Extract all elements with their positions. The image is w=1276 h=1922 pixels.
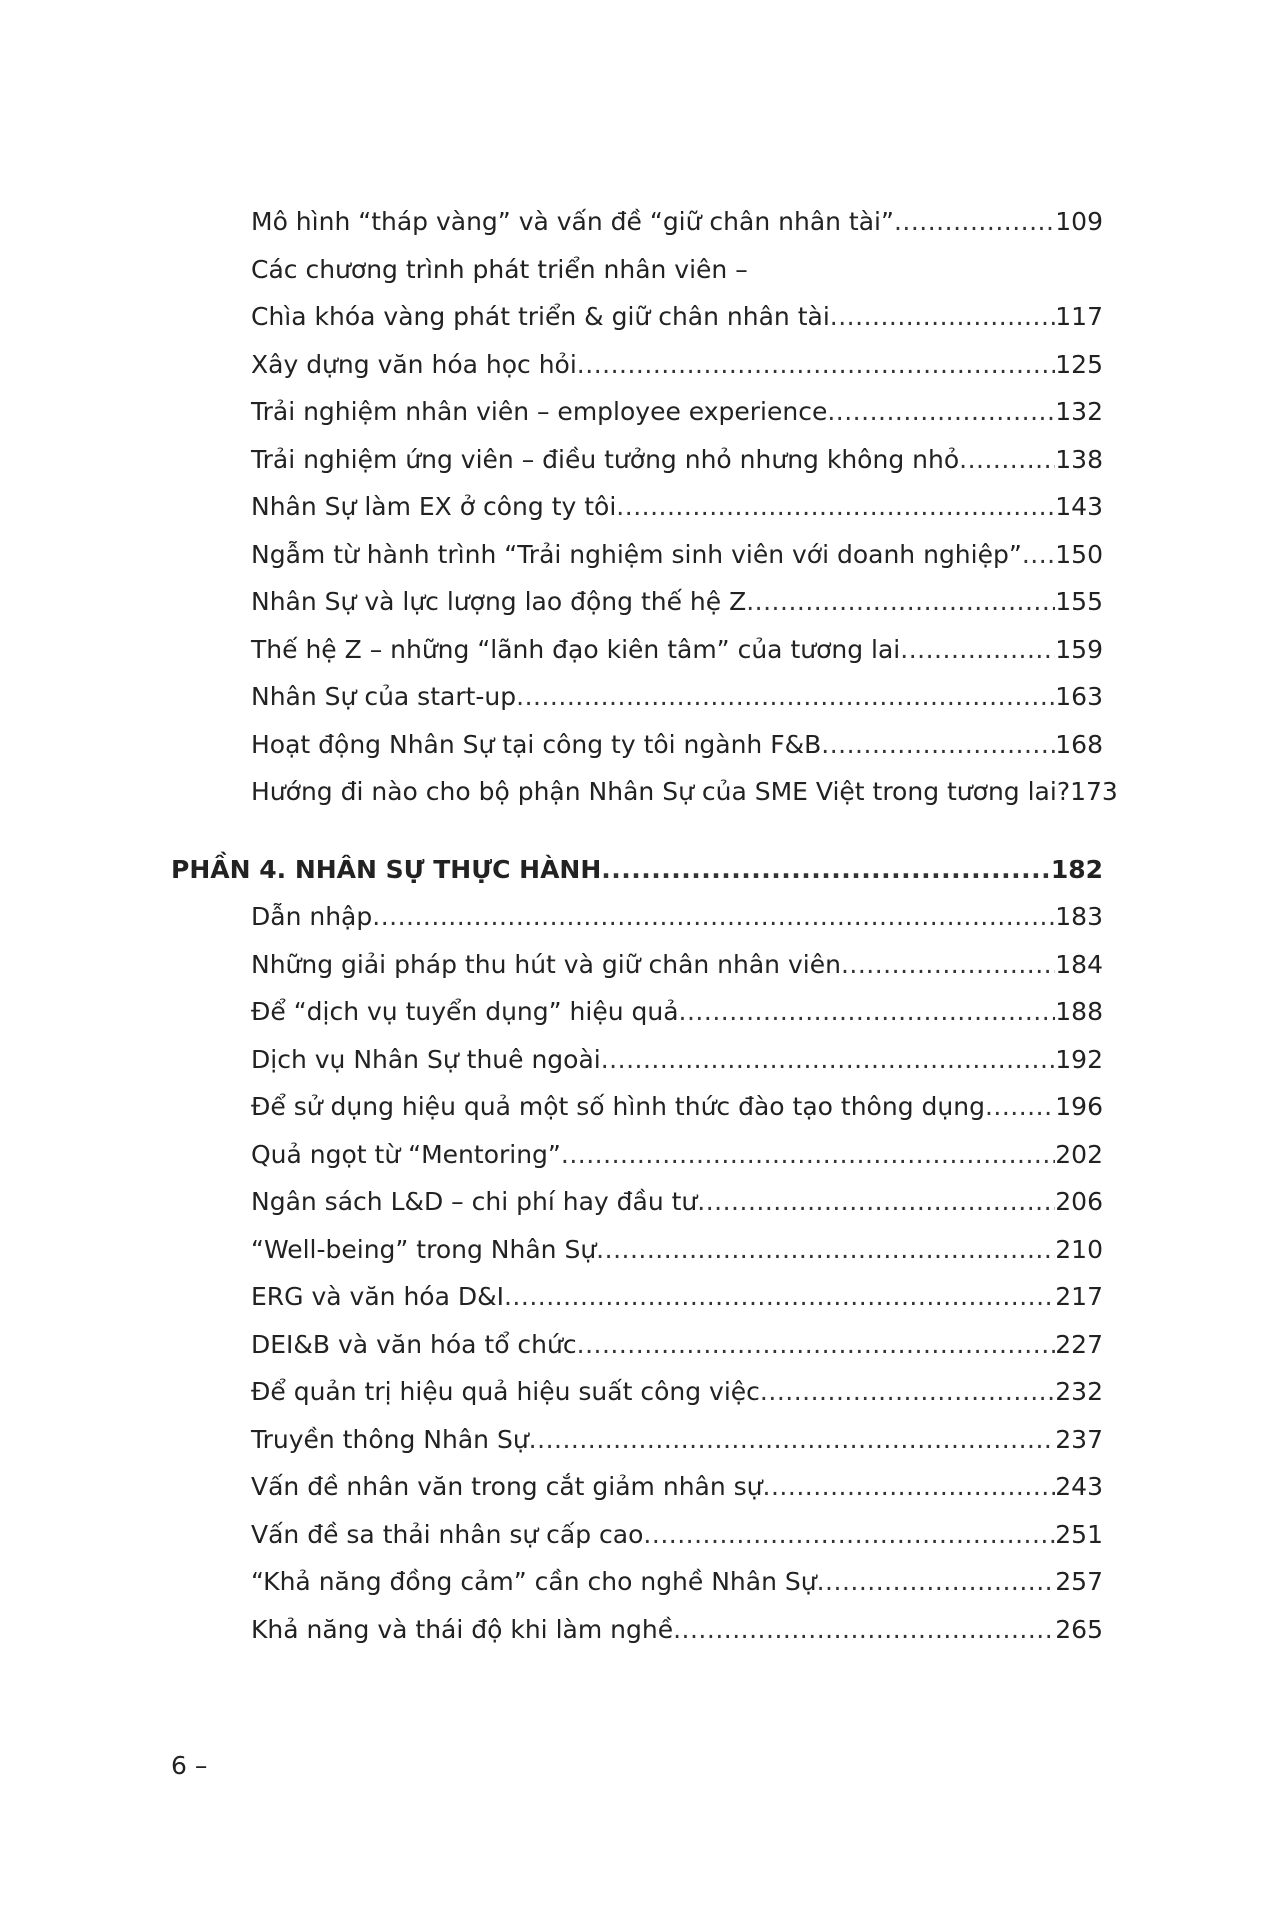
toc-entry <box>251 1083 1103 1131</box>
toc-entry-page: 183 <box>1055 902 1103 931</box>
toc-entry-title: Quả ngọt từ “Mentoring” <box>251 1139 561 1169</box>
toc-entry-page: 192 <box>1055 1044 1103 1074</box>
toc-entry-page: 237 <box>1055 1424 1103 1454</box>
toc-entry-title: Để “dịch vụ tuyển dụng” hiệu quả <box>251 997 679 1026</box>
toc-entry <box>251 893 1103 941</box>
toc-entry-title: Những giải pháp thu hút và giữ chân nhân viên <box>251 949 841 979</box>
toc-entry <box>251 1131 1103 1179</box>
toc-entry-title: Dẫn nhập <box>251 902 373 931</box>
toc-entry <box>251 673 1103 721</box>
toc-entry-page: 265 <box>1055 1614 1103 1644</box>
toc-entry <box>251 721 1103 769</box>
toc-part-heading <box>171 846 1103 894</box>
toc-entry <box>251 988 1103 1036</box>
toc-entry-title: Dịch vụ Nhân Sự thuê ngoài <box>251 1044 601 1074</box>
toc-entry-page: 159 <box>1055 634 1103 664</box>
toc-entry <box>251 1226 1103 1274</box>
toc-entry-page: 143 <box>1055 492 1103 521</box>
toc-entry-page: 210 <box>1055 1234 1103 1264</box>
part-title: PHẦN 4. NHÂN SỰ THỰC HÀNH <box>171 854 602 884</box>
toc-entry-title: Trải nghiệm nhân viên – employee experience <box>251 397 828 426</box>
toc-entry-title: Ngân sách L&D – chi phí hay đầu tư <box>251 1187 698 1216</box>
toc-entry-page: 188 <box>1055 997 1103 1026</box>
toc-entry-title: Hướng đi nào cho bộ phận Nhân Sự của SME Việt trong tương lai? <box>251 777 1071 806</box>
toc-entry-page: 257 <box>1055 1567 1103 1596</box>
toc-entry <box>251 578 1103 626</box>
toc-entry-title: Hoạt động Nhân Sự tại công ty tôi ngành F&B <box>251 729 822 759</box>
toc-entry-page: 217 <box>1055 1282 1103 1311</box>
toc-entry-title: Để sử dụng hiệu quả một số hình thức đào tạo thông dụng <box>251 1092 985 1121</box>
toc-entry-title: Chìa khóa vàng phát triển & giữ chân nhân tài <box>251 302 830 331</box>
toc-entry <box>251 483 1103 531</box>
toc-entry-title: Xây dựng văn hóa học hỏi <box>251 349 577 379</box>
toc-entry <box>251 1511 1103 1559</box>
toc-entry-page: 150 <box>1055 539 1103 569</box>
toc-entry-title-line1: Các chương trình phát triển nhân viên – <box>251 254 748 284</box>
toc-entry-title: Nhân Sự làm EX ở công ty tôi <box>251 492 617 521</box>
toc-entry-title: Ngẫm từ hành trình “Trải nghiệm sinh viên với doanh nghiệp” <box>251 539 1022 569</box>
toc-entry-title: Mô hình “tháp vàng” và vấn đề “giữ chân nhân tài” <box>251 207 894 236</box>
toc-entry-page: 168 <box>1055 729 1103 759</box>
toc-entry-title: ERG và văn hóa D&I <box>251 1282 504 1311</box>
toc-entry-page: 155 <box>1055 587 1103 616</box>
toc-entry <box>251 1178 1103 1226</box>
toc-entry-page: 232 <box>1055 1377 1103 1406</box>
toc-entry-title: “Khả năng đồng cảm” cần cho nghề Nhân Sự <box>251 1567 817 1596</box>
toc-entry-page: 138 <box>1055 444 1103 474</box>
toc-entry-page: 184 <box>1055 949 1103 979</box>
toc-entry-page: 109 <box>1055 207 1103 236</box>
toc-entry <box>251 768 1118 816</box>
toc-entry-page: 173 <box>1070 777 1118 806</box>
toc-entry-page: 243 <box>1055 1472 1103 1501</box>
toc-entry-page: 251 <box>1055 1519 1103 1549</box>
toc-entry-page: 227 <box>1055 1329 1103 1359</box>
toc-entry-page: 125 <box>1055 349 1103 379</box>
toc-entry <box>251 1416 1103 1464</box>
part-page: 182 <box>1050 854 1103 884</box>
toc-entry <box>251 246 1103 341</box>
page-number: 6 – <box>171 1751 208 1780</box>
toc-entry-title: “Well-being” trong Nhân Sự <box>251 1234 597 1264</box>
toc-entry-title: Nhân Sự và lực lượng lao động thế hệ Z <box>251 587 747 616</box>
toc-entry <box>251 1368 1103 1416</box>
toc-entry-page: 132 <box>1055 397 1103 426</box>
toc-entry-title: DEI&B và văn hóa tổ chức <box>251 1329 577 1359</box>
toc-entry-page: 206 <box>1055 1187 1103 1216</box>
toc-entry-title: Khả năng và thái độ khi làm nghề <box>251 1614 674 1644</box>
toc-entry-title: Vấn đề nhân văn trong cắt giảm nhân sự <box>251 1472 763 1501</box>
toc-entry <box>251 626 1103 674</box>
toc-entry-page: 163 <box>1055 682 1103 711</box>
toc-entry <box>251 1321 1103 1369</box>
toc-entry <box>251 341 1103 389</box>
toc-entry <box>251 1463 1103 1511</box>
toc-entry-page: 117 <box>1055 302 1103 331</box>
toc-entry <box>251 436 1103 484</box>
toc-entry-title: Để quản trị hiệu quả hiệu suất công việc <box>251 1377 760 1406</box>
toc-entry-page: 196 <box>1055 1092 1103 1121</box>
toc-entry <box>251 941 1103 989</box>
toc-entry-title: Thế hệ Z – những “lãnh đạo kiên tâm” của tương lai <box>251 634 901 664</box>
toc-entry <box>251 198 1103 246</box>
toc-entry-page: 202 <box>1055 1139 1103 1169</box>
toc-entry-title: Nhân Sự của start-up <box>251 682 517 711</box>
toc-entry-title: Trải nghiệm ứng viên – điều tưởng nhỏ nhưng không nhỏ <box>251 444 960 474</box>
toc-entry-title: Vấn đề sa thải nhân sự cấp cao <box>251 1519 644 1549</box>
toc-entry-title: Truyền thông Nhân Sự <box>251 1424 529 1454</box>
toc-entry <box>251 1036 1103 1084</box>
toc-entry <box>251 388 1103 436</box>
toc-entry <box>251 1558 1103 1606</box>
toc-entry <box>251 1606 1103 1654</box>
toc-entry <box>251 531 1103 579</box>
table-of-contents <box>171 198 1118 1653</box>
toc-entry <box>251 1273 1103 1321</box>
